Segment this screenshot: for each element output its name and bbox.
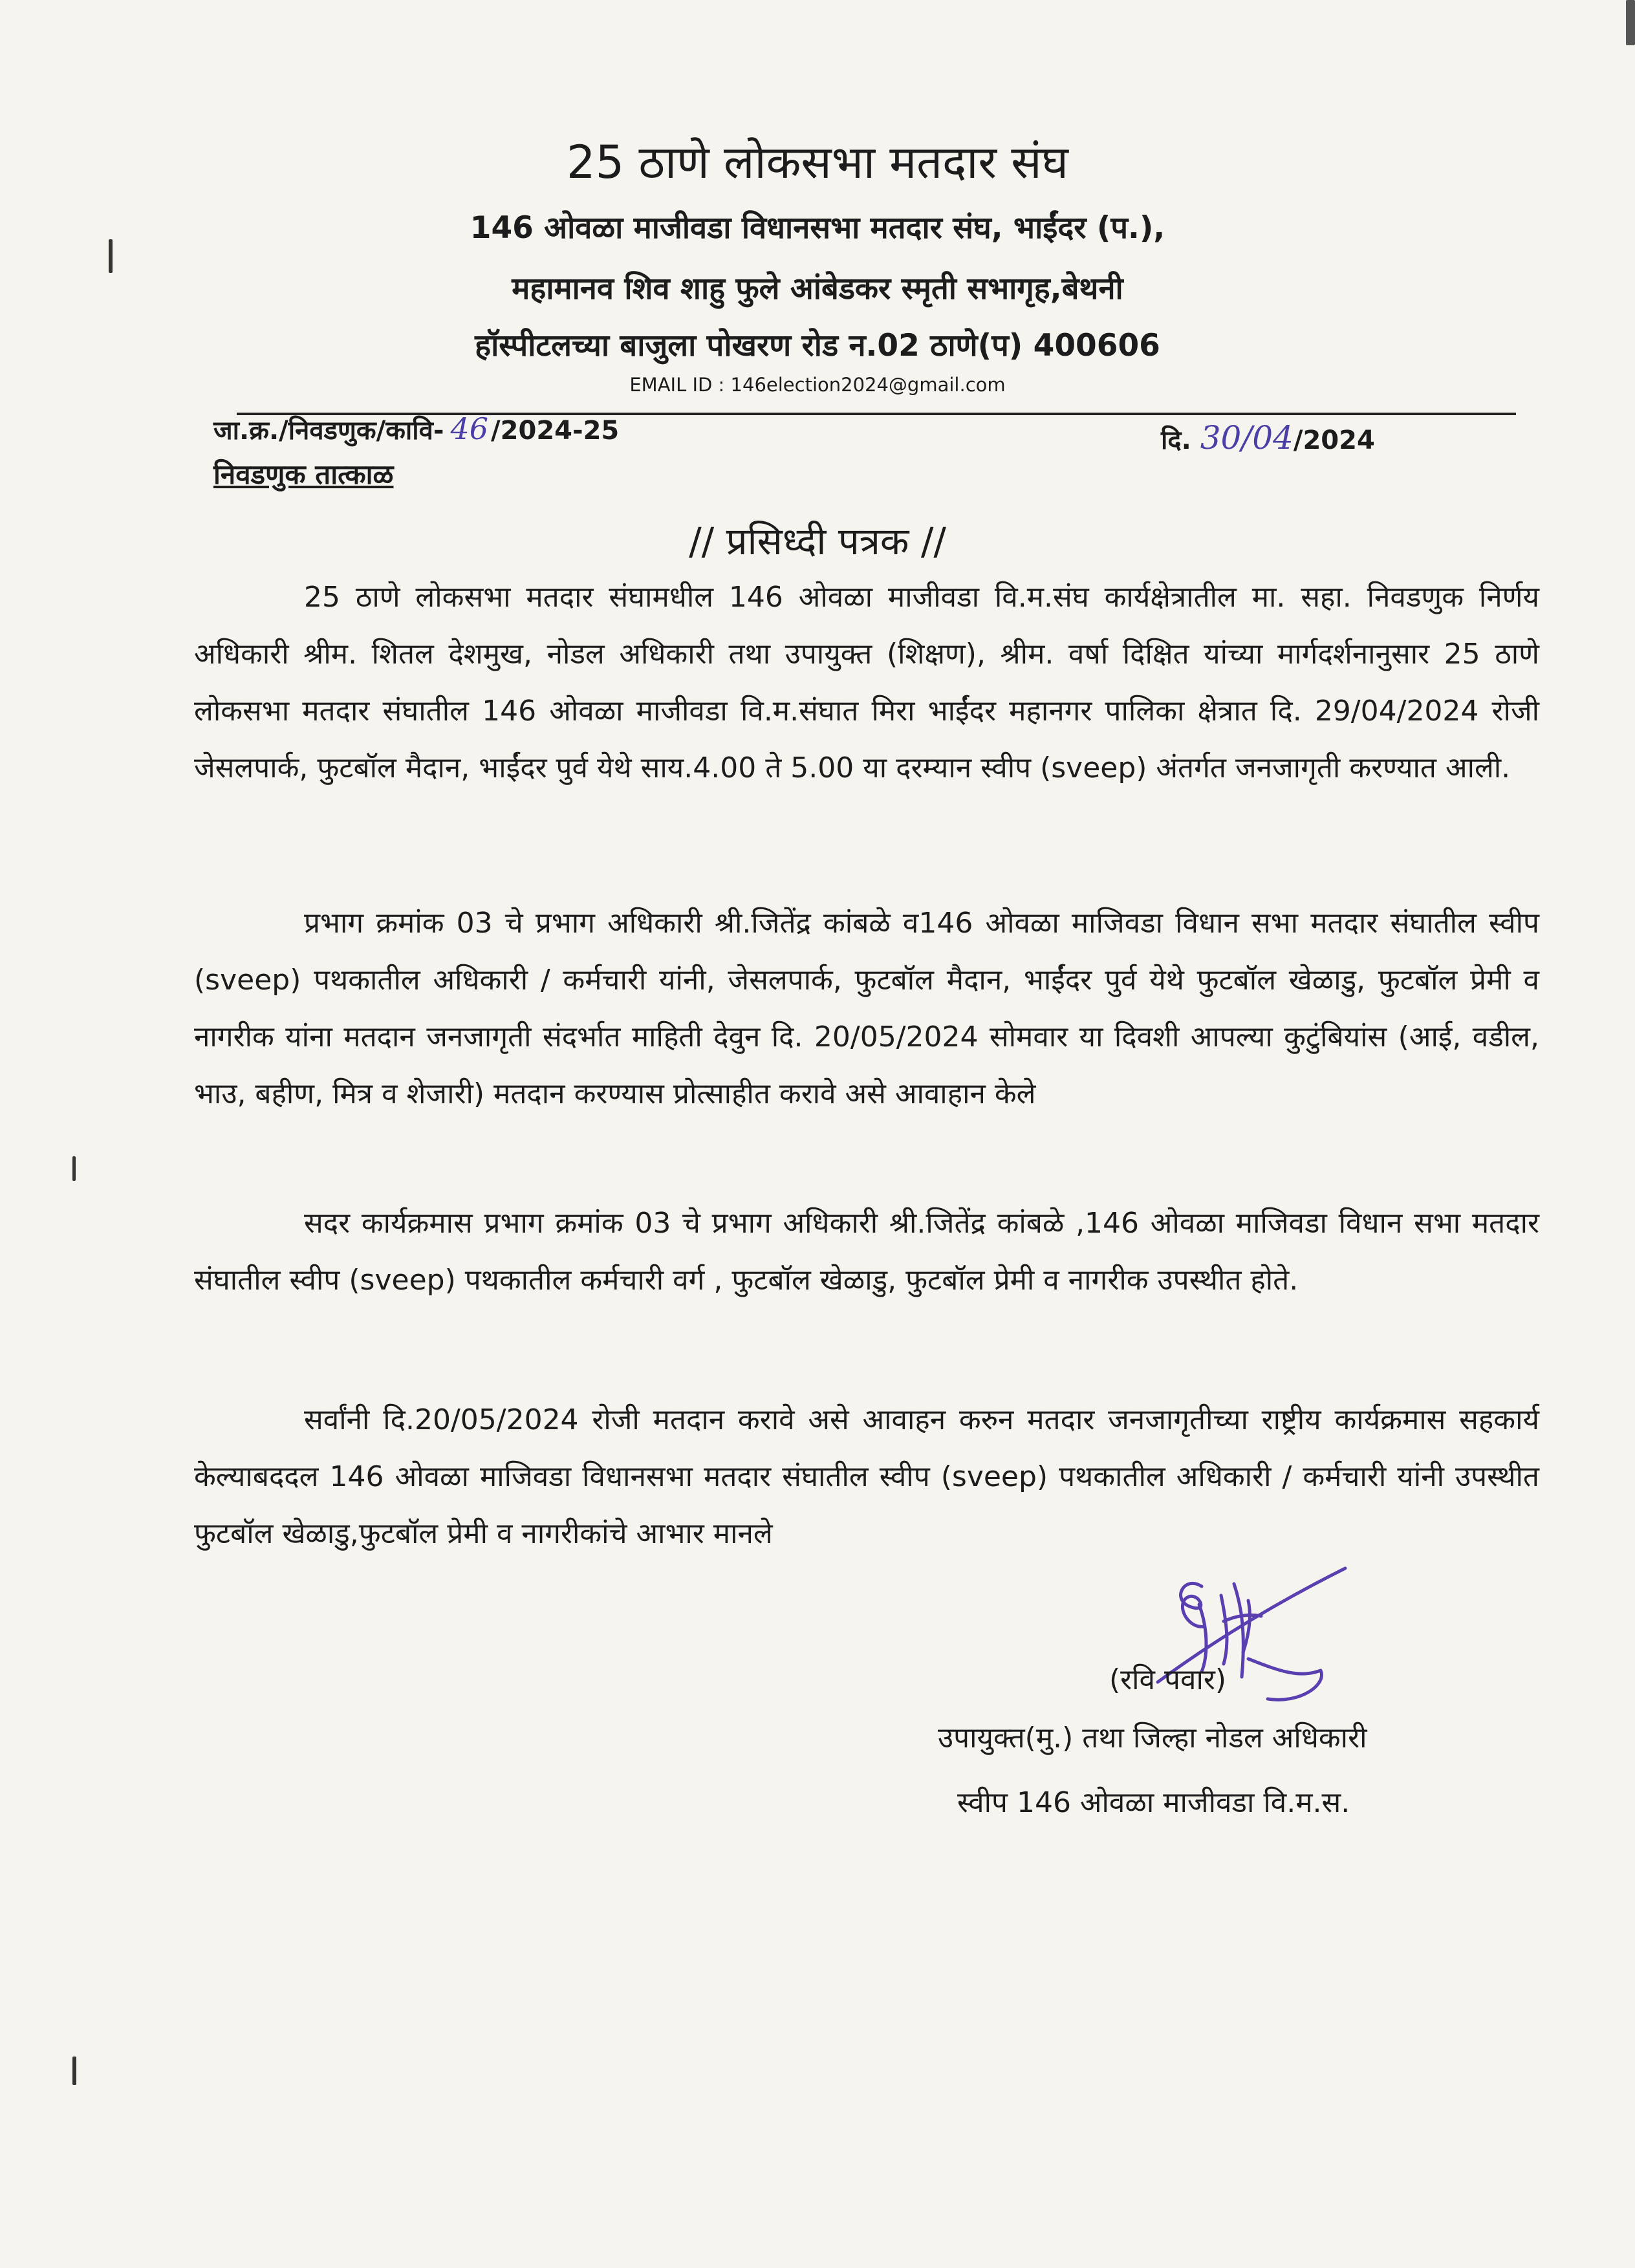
urgency-note: निवडणुक तात्काळ [213,459,394,490]
signatory-unit: स्वीप 146 ओवळा माजीवडा वि.म.स. [957,1786,1350,1819]
reference-handwritten-number: 46 [450,411,489,446]
letter-date [1161,419,1375,457]
date-separator: / [1241,419,1253,457]
office-address-line-1: 146 ओवळा माजीवडा विधानसभा मतदार संघ, भाईंदर (प.), [470,210,1165,246]
date-prefix: दि. [1161,426,1191,455]
reference-number [213,411,619,447]
office-email: EMAIL ID : 146election2024@gmail.com [629,374,1006,396]
office-address-line-2: महामानव शिव शाहु फुले आंबेडकर स्मृती सभागृह,बेथनी [512,271,1123,307]
body-paragraph-4: सर्वांनी दि.20/05/2024 रोजी मतदान करावे असे आवाहन करुन मतदार जनजागृतीच्या राष्ट्रीय कार्यक्रमास सहकार्य केल्याबददल 146 ओवळा माजिवडा विधानसभा मतदार संघातील स्वीप (sveep) पथकातील अधिकारी / कर्मचारी यांनी उपस्थीत फुटबॉल खेळाडु,फुटबॉल प्रेमी व नागरीकांचे आभार मानले [194,1403,1539,1550]
scan-speck [72,1156,76,1181]
signatory-designation: उपायुक्त(मु.) तथा जिल्हा नोडल अधिकारी [938,1722,1367,1755]
reference-suffix: /2024-25 [491,416,620,446]
body-paragraph-1: 25 ठाणे लोकसभा मतदार संघामधील 146 ओवळा माजीवडा वि.म.संघ कार्यक्षेत्रातील मा. सहा. निवडणुक निर्णय अधिकारी श्रीम. शितल देशमुख, नोडल अधिकारी तथा उपायुक्त (शिक्षण), श्रीम. वर्षा दिक्षित यांच्या मार्गदर्शनानुसार 25 ठाणे लोकसभा मतदार संघातील 146 ओवळा माजीवडा वि.म.संघात मिरा भाईंदर महानगर पालिका क्षेत्रात दि. 29/04/2024 रोजी जेसलपार्क, फुटबॉल मैदान, भाईंदर पुर्व येथे साय.4.00 ते 5.00 या दरम्यान स्वीप (sveep) अंतर्गत जनजागृती करण्यात आली. [194,581,1539,784]
body-paragraph-3: सदर कार्यक्रमास प्रभाग क्रमांक 03 चे प्रभाग अधिकारी श्री.जितेंद्र कांबळे ,146 ओवळा माजिवडा विधान सभा मतदार संघातील स्वीप (sveep) पथकातील कर्मचारी वर्ग , फुटबॉल खेळाडु, फुटबॉल प्रेमी व नागरीक उपस्थीत होते. [194,1207,1539,1297]
date-year: /2024 [1293,426,1375,455]
signatory-name: (रवि पवार) [1109,1663,1227,1696]
date-handwritten-day: 30 [1200,419,1242,457]
scan-speck [1626,0,1635,45]
office-address-line-3: हॉस्पीटलच्या बाजुला पोखरण रोड न.02 ठाणे(प) 400606 [475,328,1160,363]
scan-speck [72,2057,76,2085]
date-handwritten-month: 04 [1252,419,1294,457]
office-title: 25 ठाणे लोकसभा मतदार संघ [567,136,1068,189]
press-release-heading: // प्रसिध्दी पत्रक // [689,519,946,563]
reference-prefix: जा.क्र./निवडणुक/कावि- [213,416,444,446]
body-paragraph-2: प्रभाग क्रमांक 03 चे प्रभाग अधिकारी श्री.जितेंद्र कांबळे व146 ओवळा माजिवडा विधान सभा मतदार संघातील स्वीप (sveep) पथकातील अधिकारी / कर्मचारी यांनी, जेसलपार्क, फुटबॉल मैदान, भाईंदर पुर्व येथे फुटबॉल खेळाडु, फुटबॉल प्रेमी व नागरीक यांना मतदान जनजागृती संदर्भात माहिती देवुन दि. 20/05/2024 सोमवार या दिवशी आपल्या कुटुंबियांस (आई, वडील, भाउ, बहीण, मित्र व शेजारी) मतदान करण्यास प्रोत्साहीत करावे असे आवाहान केले [194,907,1539,1110]
